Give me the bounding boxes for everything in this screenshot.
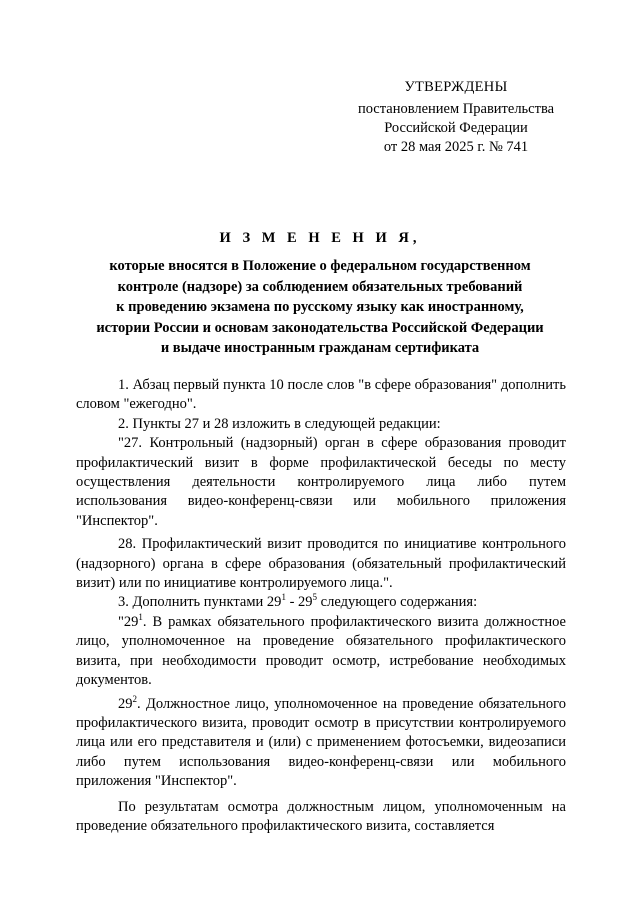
approval-line: постановлением Правительства — [357, 101, 555, 117]
superscript: 1 — [138, 612, 143, 623]
paragraph-28: 28. Профилактический визит проводится по инициативе контрольного (надзорного) органа в сфере образования (обязательный профилактический визит) или по инициативе контролируемого лица.". — [76, 536, 566, 592]
superscript: 5 — [312, 592, 318, 603]
paragraph-1: 1. Абзац первый пункта 10 после слов "в сфере образования" дополнить словом "ежегодно". — [76, 377, 566, 413]
paragraph-27: "27. Контрольный (надзорный) орган в сфере образования проводит профилактический визит в форме профилактической беседы по месту осуществления деятельности контролируемого лица либо путем использования видео-конференц-связи или мобильного приложения "Инспектор". — [76, 435, 566, 529]
superscript: 2 — [132, 693, 137, 704]
heading-subtitle-line: к проведению экзамена по русскому языку как иностранному, — [116, 299, 524, 315]
paragraph-number: 29 — [118, 695, 133, 712]
document-body — [76, 376, 566, 836]
paragraph-results: По результатам осмотра должностным лицом, уполномоченным на проведение обязательного профилактического визита, составляется — [76, 798, 566, 834]
heading-subtitle-line: контроле (надзоре) за соблюдением обязательных требований — [117, 278, 523, 295]
heading-subtitle-line: и выдаче иностранным гражданам сертификата — [160, 340, 480, 356]
paragraph-text: . Должностное лицо, уполномоченное на проведение обязательного профилактического визита, проводит осмотр в присутствии контролируемого лица или его представителя и (или) с применением фотосъемки, видеозаписи либо путем использования видео-конференц-связи или мобильного приложения "Инспектор". — [76, 695, 566, 790]
approval-date: от 28 мая 2025 г. № 741 — [383, 139, 529, 155]
approval-block — [336, 78, 576, 157]
superscript: 1 — [281, 592, 286, 603]
approval-line: Российской Федерации — [384, 120, 528, 136]
paragraph-29-2 — [76, 695, 566, 792]
heading-subtitle-line: истории России и основам законодательства Российской Федерации — [96, 319, 544, 336]
document-heading — [60, 228, 580, 359]
paragraph-2: 2. Пункты 27 и 28 изложить в следующей редакции: — [118, 415, 441, 432]
paragraph-3-text: 3. Дополнить пунктами 29 — [118, 594, 282, 611]
paragraph-3-text: следующего содержания: — [317, 594, 478, 611]
paragraph-3-text: - 29 — [285, 594, 313, 611]
paragraph-text: . В рамках обязательного профилактического визита должностное лицо, уполномоченное на проведение обязательного профилактического визита, при необходимости проводит осмотр, истребование необходимых документов. — [76, 613, 566, 689]
heading-subtitle-line: которые вносятся в Положение о федеральном государственном — [109, 258, 531, 274]
heading-title: И З М Е Н Е Н И Я, — [219, 230, 421, 246]
paragraph-3 — [76, 593, 566, 612]
paragraph-29-1 — [76, 613, 566, 691]
paragraph-number: "29 — [118, 613, 139, 630]
approval-title: УТВЕРЖДЕНЫ — [404, 79, 508, 95]
